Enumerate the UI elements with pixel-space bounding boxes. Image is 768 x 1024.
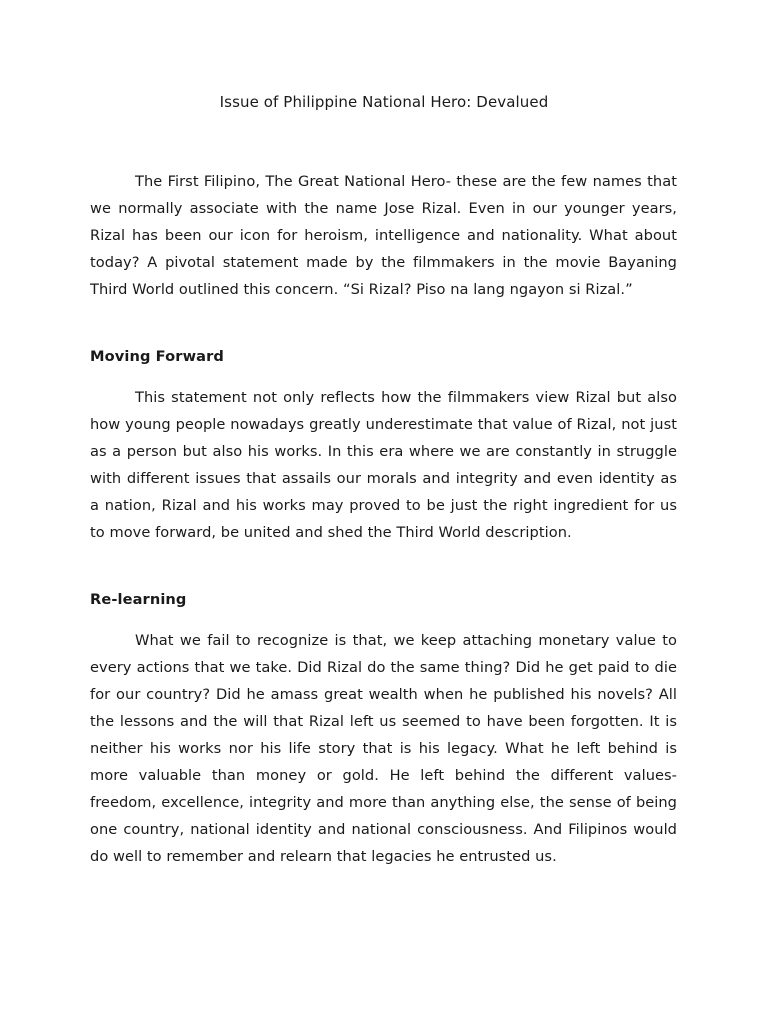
intro-paragraph: The First Filipino, The Great National Hero- these are the few names that we normally associate with the name Jose Rizal. Even in our younger years, Rizal has been our icon for heroism, intelligence and nationality. What about today? A pivotal statement made by the filmmakers in the movie Bayaning Third World outlined this concern. “Si Rizal? Piso na lang ngayon si Rizal.” — [90, 173, 677, 298]
section-heading-re-learning: Re-learning — [90, 591, 187, 608]
re-learning-paragraph: What we fail to recognize is that, we keep attaching monetary value to every actions that we take. Did Rizal do the same thing? Did he get paid to die for our country? Did he amass great wealth when he published his novels? All the lessons and the will that Rizal left us seemed to have been forgotten. It is neither his works nor his life story that is his legacy. What he left behind is more valuable than money or gold. He left behind the different values-freedom, excellence, integrity and more than anything else, the sense of being one country, national identity and national consciousness. And Filipinos would do well to remember and relearn that legacies he entrusted us. — [90, 632, 677, 865]
moving-forward-paragraph: This statement not only reflects how the filmmakers view Rizal but also how young people nowadays greatly underestimate that value of Rizal, not just as a person but also his works. In this era where we are constantly in struggle with different issues that assails our morals and integrity and even identity as a nation, Rizal and his works may proved to be just the right ingredient for us to move forward, be united and shed the Third World description. — [90, 389, 677, 541]
section-heading-moving-forward: Moving Forward — [90, 348, 224, 365]
document-title: Issue of Philippine National Hero: Devalued — [219, 93, 549, 111]
